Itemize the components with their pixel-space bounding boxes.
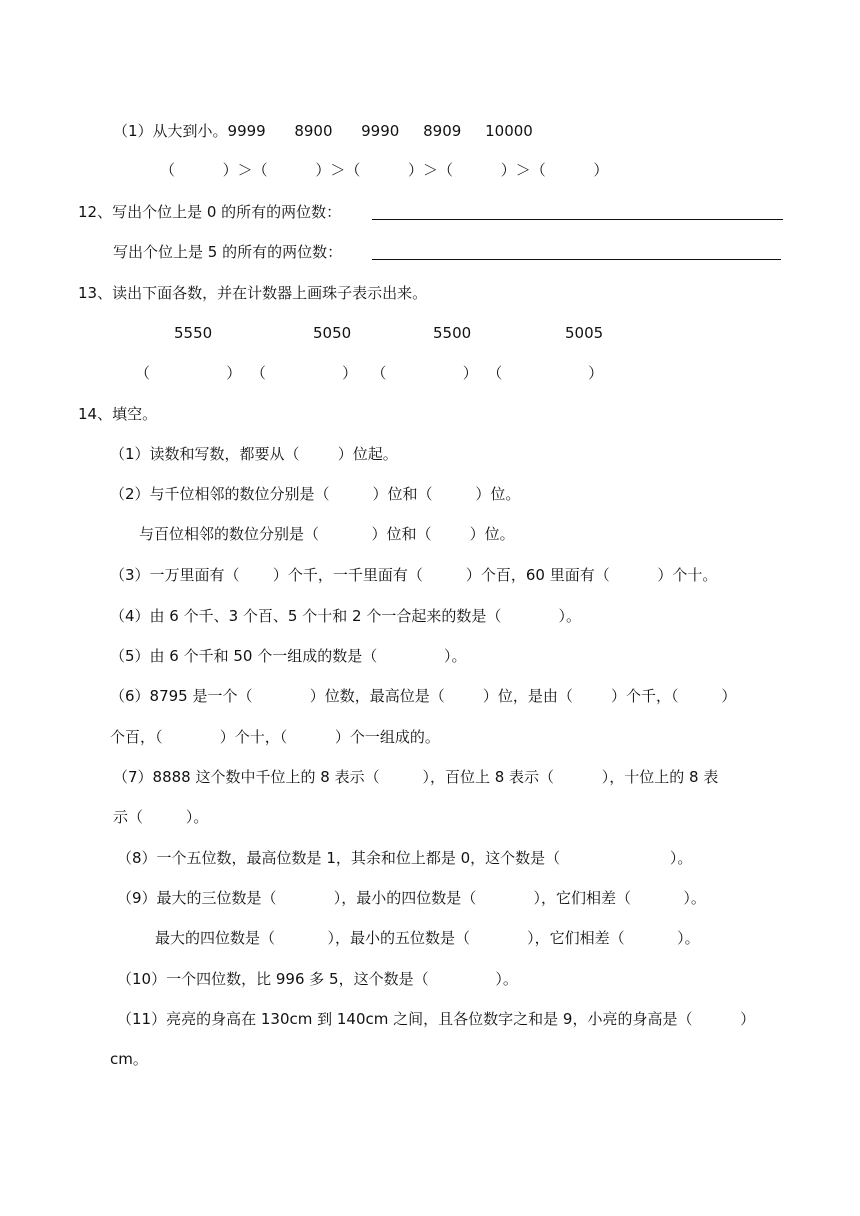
q14-title: 14、填空。 [78,405,158,423]
q13-number-4: 5005 [565,324,604,342]
q14-line-13: 最大的四位数是（ ），最小的五位数是（ ），它们相差（ ）。 [155,929,700,947]
q12-answer-line-1[interactable] [372,219,783,220]
q14-line-2: （2）与千位相邻的数位分别是（ ）位和（ ）位。 [110,485,521,503]
q13-number-2: 5050 [313,324,352,342]
q12-answer-line-2[interactable] [372,259,781,260]
q11-sub1-prompt: （1）从大到小。9999 8900 9990 8909 10000 [113,122,533,140]
q14-line-6: （5）由 6 个千和 50 个一组成的数是（ ）。 [110,647,467,665]
q14-line-14: （10）一个四位数，比 996 多 5，这个数是（ ）。 [117,970,518,988]
q14-line-9: （7）8888 这个数中千位上的 8 表示（ ），百位上 8 表示（ ），十位上的 8 表 [113,768,719,786]
q13-number-3: 5500 [433,324,472,342]
q14-line-5: （4）由 6 个千、3 个百、5 个十和 2 个一合起来的数是（ ）。 [110,607,582,625]
q13-number-1: 5550 [174,324,213,342]
q14-line-3: 与百位相邻的数位分别是（ ）位和（ ）位。 [139,525,515,543]
q12-line1: 12、写出个位上是 0 的所有的两位数： [78,203,342,221]
q14-line-15: （11）亮亮的身高在 130cm 到 140cm 之间，且各位数字之和是 9，小亮的身高是（ ） [117,1010,756,1028]
q14-line-7: （6）8795 是一个（ ）位数，最高位是（ ）位，是由（ ）个千，（ ） [110,687,737,705]
q14-line-8: 个百，（ ）个十，（ ）个一组成的。 [110,728,440,746]
q11-sub1-answer-slots: （ ）＞（ ）＞（ ）＞（ ）＞（ ） [160,161,609,179]
q14-line-16: cm。 [110,1050,148,1068]
q14-line-12: （9）最大的三位数是（ ），最小的四位数是（ ），它们相差（ ）。 [117,889,706,907]
q14-line-4: （3）一万里面有（ ）个千，一千里面有（ ）个百，60 里面有（ ）个十。 [110,566,718,584]
q12-line2: 写出个位上是 5 的所有的两位数： [113,243,343,261]
q14-line-1: （1）读数和写数，都要从（ ）位起。 [110,445,398,463]
q14-line-10: 示（ ）。 [113,808,209,826]
q14-line-11: （8）一个五位数，最高位数是 1，其余和位上都是 0，这个数是（ ）。 [117,849,693,867]
q13-answer-slots: （ ） （ ） （ ） （ ） [135,364,604,382]
q13-title: 13、读出下面各数，并在计数器上画珠子表示出来。 [78,284,428,302]
